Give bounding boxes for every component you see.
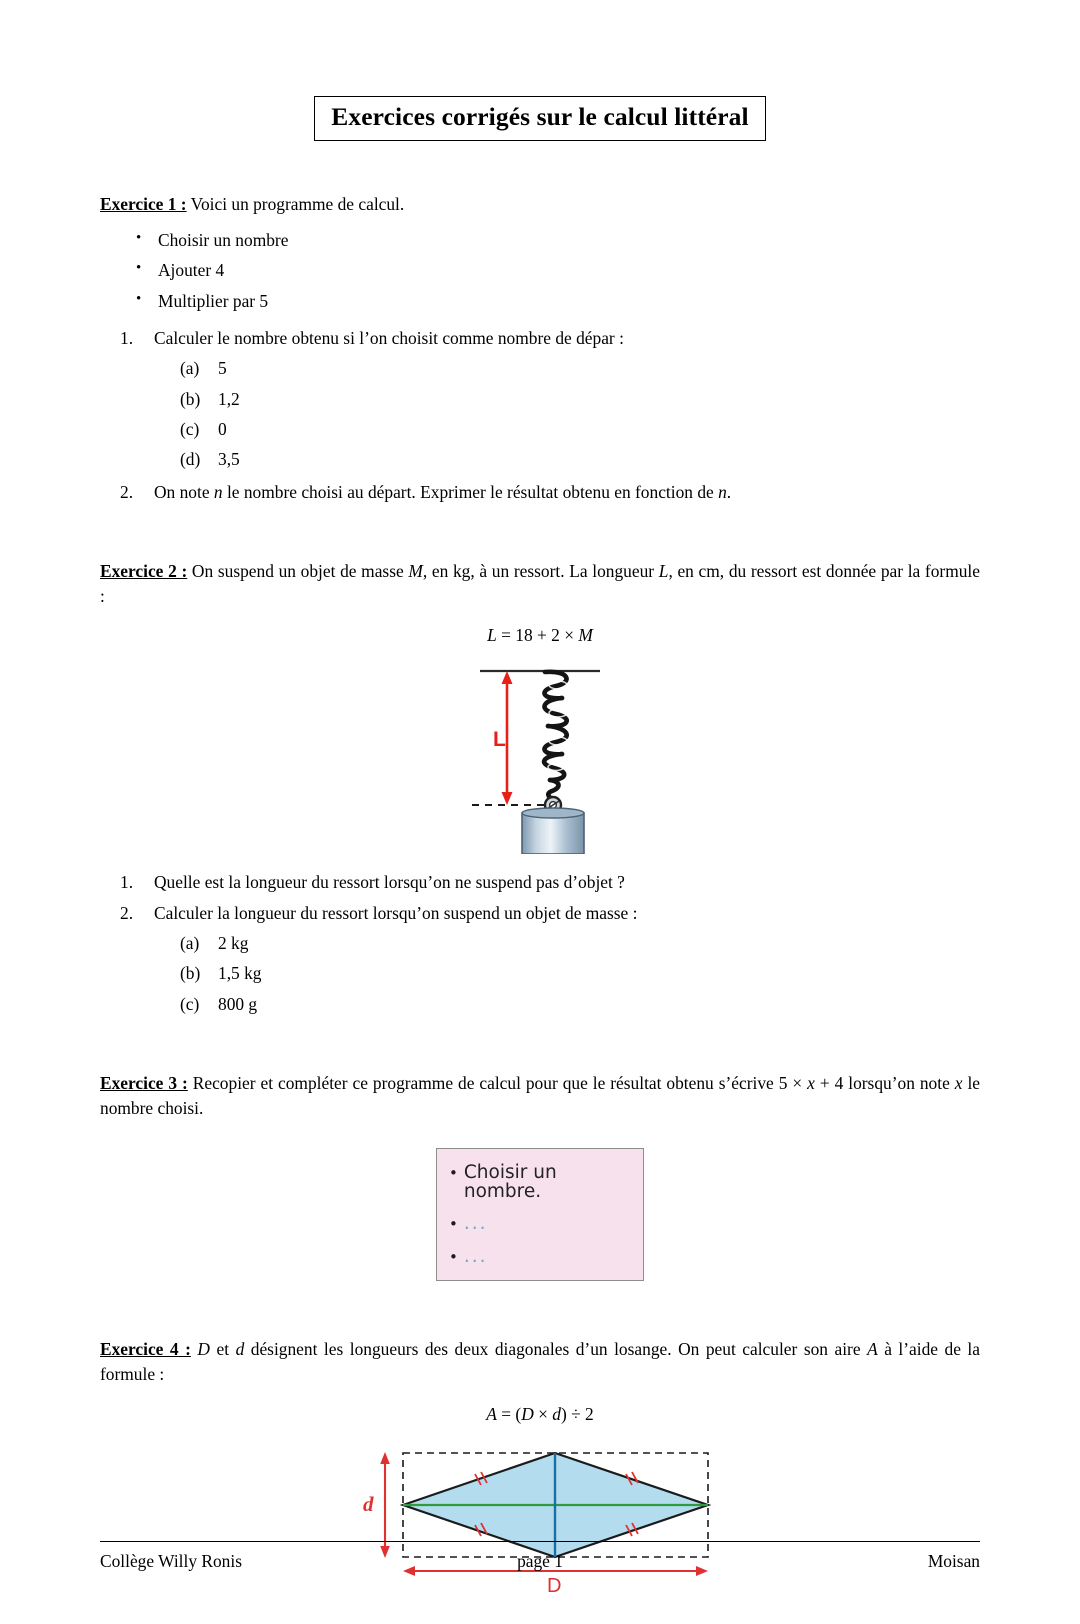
- exercise-2-text-c: , en cm, du ressort est donnée par la formule :: [100, 560, 980, 606]
- question-item: Quelle est la longueur du ressort lorsqu’on ne suspend pas d’objet ?: [154, 872, 625, 893]
- formula-eq1: = (: [496, 1403, 522, 1424]
- option-item: 5: [218, 358, 227, 379]
- exercise-4-label: Exercice 4 :: [100, 1339, 191, 1360]
- option-item: 800 g: [218, 993, 258, 1014]
- spring-coils: [544, 672, 567, 799]
- formula-times: ×: [533, 1403, 553, 1424]
- document-content: [100, 192, 980, 1594]
- footer-left: Collège Willy Ronis: [100, 1551, 242, 1571]
- exercise-4-text-d: à l’aide de la formule :: [100, 1339, 980, 1385]
- exercise-1-program-list: [100, 232, 980, 310]
- small-diagonal-label: d: [363, 1491, 374, 1516]
- question-text-pre: On note: [154, 481, 214, 502]
- exercise-1-statement: [100, 192, 980, 217]
- hanging-mass: [522, 808, 584, 854]
- exercise-2-q2-options: [154, 932, 980, 1014]
- formula-body: = 18 + 2 ×: [496, 625, 579, 646]
- program-box: [436, 1148, 644, 1282]
- footer-right: Moisan: [927, 1551, 980, 1571]
- page-title-container: [0, 96, 1080, 141]
- variable-D: D: [197, 1339, 210, 1360]
- program-box-item: Choisir un nombre.: [463, 1161, 557, 1202]
- exercise-1-questions: [100, 328, 980, 502]
- list-item: • Choisir un nombre: [136, 232, 980, 249]
- exercise-1-q1-options: [154, 360, 980, 469]
- exercise-3-block: [100, 1071, 980, 1281]
- question-text: Calculer le nombre obtenu si l’on choisit comme nombre de dépar :: [154, 328, 624, 349]
- exercise-2-text-a: On suspend un objet de masse: [187, 560, 409, 581]
- formula-eq2: ) ÷ 2: [560, 1403, 594, 1424]
- page-footer: [100, 1541, 980, 1572]
- exercise-1-label: Exercice 1 :: [100, 193, 187, 214]
- exercise-1-block: [100, 192, 980, 503]
- bullet-icon: •: [449, 1247, 458, 1266]
- formula-rhs: M: [578, 625, 593, 646]
- formula-varD: D: [521, 1403, 534, 1424]
- program-box-placeholder: ...: [463, 1245, 488, 1267]
- list-item: • Ajouter 4: [136, 262, 980, 279]
- variable-L: L: [658, 560, 669, 581]
- exercise-2-questions: [100, 872, 980, 1013]
- program-box-placeholder: ...: [463, 1213, 488, 1235]
- spring-with-mass-diagram: [450, 664, 630, 854]
- option-item: 0: [218, 418, 227, 439]
- exercise-4-statement: [100, 1337, 980, 1387]
- variable-x: x: [954, 1073, 963, 1094]
- option-item: 3,5: [218, 449, 240, 470]
- option-item: 1,5 kg: [218, 963, 262, 984]
- page-title: Exercices corrigés sur le calcul littéral: [314, 96, 765, 141]
- question-item: [120, 482, 980, 503]
- option-item: 2 kg: [218, 932, 249, 953]
- footer-divider: [100, 1541, 980, 1542]
- variable-n: n: [213, 481, 223, 502]
- question-text-mid: le nombre choisi au départ. Exprimer le résultat obtenu en fonction de: [222, 481, 719, 502]
- question-item: [120, 328, 980, 469]
- variable-n: n: [718, 481, 727, 502]
- formula-vard: d: [552, 1403, 561, 1424]
- program-box-row: [449, 1163, 633, 1202]
- exercise-3-label: Exercice 3 :: [100, 1073, 188, 1094]
- question-text: Calculer la longueur du ressort lorsqu’on suspend un objet de masse :: [154, 902, 638, 923]
- exercise-2-text-b: , en kg, à un ressort. La longueur: [422, 560, 659, 581]
- footer-page-number: page 1: [517, 1551, 563, 1571]
- variable-d: d: [235, 1339, 245, 1360]
- formula-lhs: L: [487, 625, 497, 646]
- list-item: • Multiplier par 5: [136, 293, 980, 310]
- spring-diagram-svg: [450, 664, 630, 854]
- exercise-4-text-c: désignent les longueurs des deux diagonales d’un losange. On peut calculer son aire: [244, 1339, 868, 1360]
- program-box-container: [100, 1148, 980, 1282]
- exercise-3-statement: [100, 1071, 980, 1121]
- length-label: L: [493, 728, 506, 752]
- question-item: [120, 903, 980, 1013]
- program-box-row: [449, 1247, 633, 1266]
- exercise-3-text-a: Recopier et compléter ce programme de calcul pour que le résultat obtenu s’écrive 5 ×: [187, 1073, 808, 1094]
- question-text-post: .: [726, 481, 732, 502]
- formula-lhs: A: [486, 1403, 497, 1424]
- exercise-2-formula: [100, 625, 980, 646]
- big-diagonal-label: D: [547, 1574, 562, 1594]
- exercise-4-formula: [100, 1404, 980, 1425]
- bullet-icon: •: [449, 1163, 458, 1182]
- document-page: [0, 96, 1080, 1624]
- footer-row: [100, 1551, 980, 1572]
- exercise-1-intro: Voici un programme de calcul.: [186, 193, 405, 214]
- variable-M: M: [408, 560, 423, 581]
- exercise-2-block: [100, 559, 980, 1013]
- variable-x: x: [807, 1073, 815, 1094]
- exercise-2-label: Exercice 2 :: [100, 560, 188, 581]
- bullet-icon: •: [449, 1215, 458, 1234]
- exercise-3-text-c: le nombre choisi.: [100, 1073, 981, 1119]
- exercise-4-text-b: et: [209, 1339, 236, 1360]
- variable-A: A: [867, 1339, 878, 1360]
- option-item: 1,2: [218, 388, 240, 409]
- exercise-3-text-b: + 4 lorsqu’on note: [814, 1073, 955, 1094]
- exercise-2-statement: [100, 559, 980, 609]
- program-box-row: [449, 1214, 633, 1233]
